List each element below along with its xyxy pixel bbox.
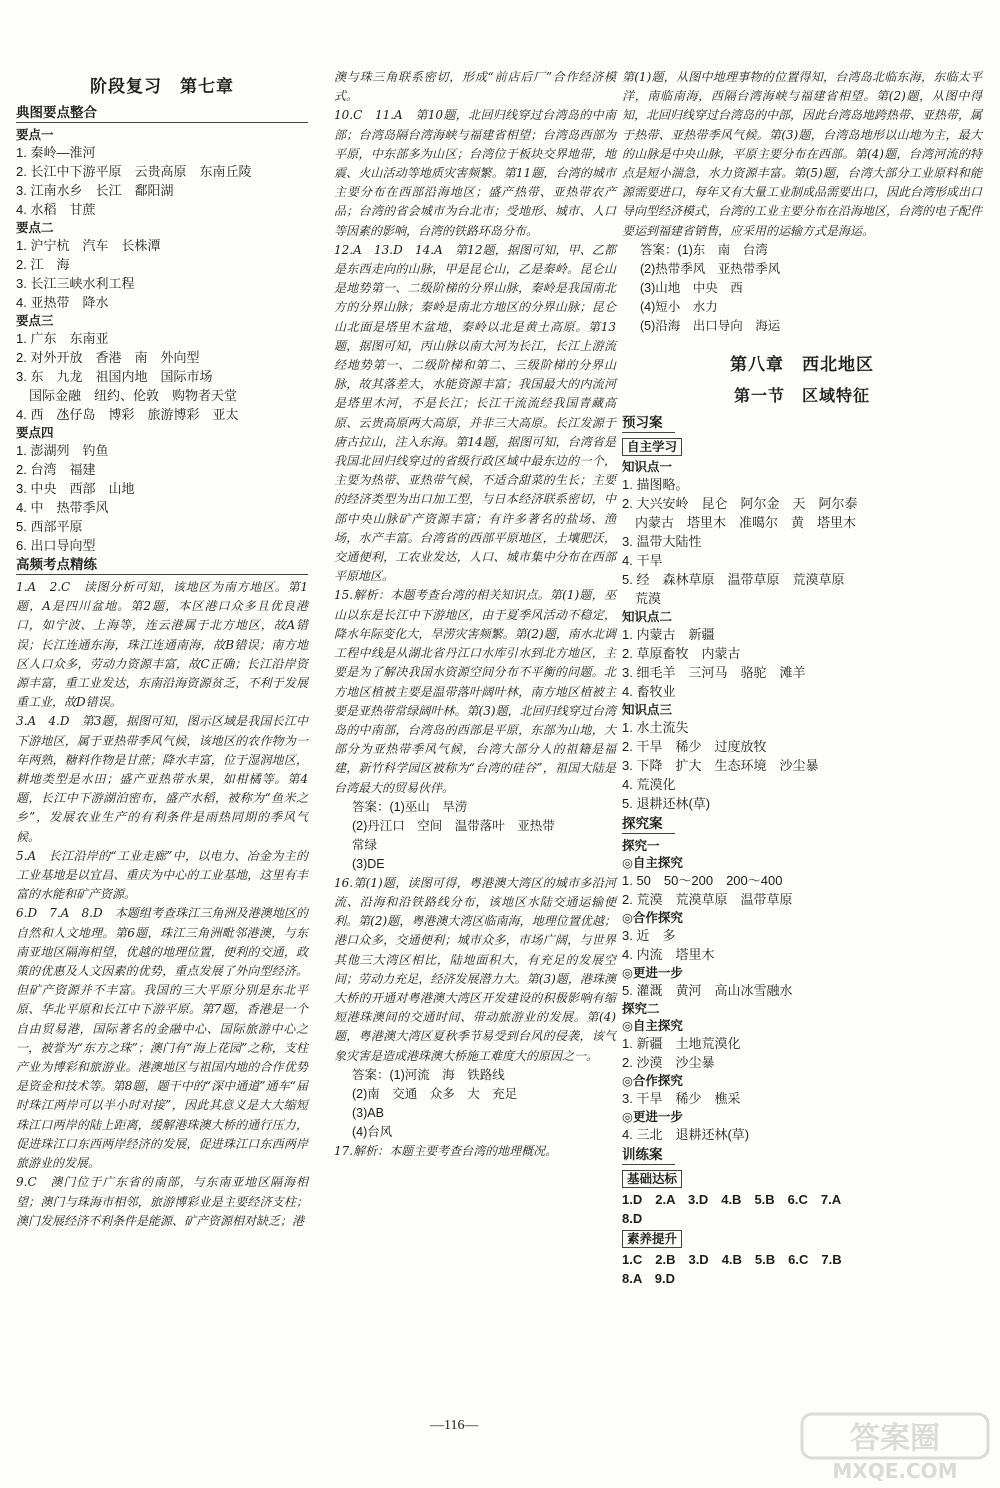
knowledge-point-1 [622,458,982,608]
kp-heading: 知识点一 [622,458,673,474]
point-block-1 [16,126,308,219]
explore-item: 2. 沙漠 沙尘暴 [622,1054,715,1070]
point-heading: 要点一 [16,127,54,142]
kp-item: 4. 荒漠化 [622,776,676,792]
explore-item: 4. 内流 塔里木 [622,946,715,962]
kp-item: 3. 温带大陆性 [622,533,702,549]
point-item: 3. 江南水乡 长江 鄱阳湖 [16,183,174,198]
point-item: 6. 出口导向型 [16,538,96,553]
explore-item: 5. 灌溉 黄河 高山冰雪融水 [622,982,793,998]
point-item: 1. 澎湖列 钓鱼 [16,443,109,458]
answer-paragraph: 10.C 11.A 第10题，北回归线穿过台湾岛的中南部；台湾岛隔台湾海峡与福建省相望；台湾岛西部为平原，中东部多为山区；台湾位于板块交界地带，地震、火山活动等地质灾害频繁。第11题，台湾的城市主要分布在西部沿海地区；盛产热带、亚热带农产品；台湾的省会城市为台北市；受地形、城市、人口等因素的影响，台湾的铁路环岛分布。 [334,108,616,238]
section-heading-frequent: 高频考点精练 [16,557,308,575]
point-item: 4. 中 热带季风 [16,500,109,515]
point-item: 4. 亚热带 降水 [16,295,109,310]
kp-item: 2. 干旱 稀少 过度放牧 [622,738,767,754]
training-heading: 训练案 [622,1147,675,1165]
basic-answers: 8.D [622,1210,643,1226]
answer-line: (3)山地 中央 西 [640,280,743,295]
section-heading-typical: 典图要点整合 [16,105,308,123]
point-item: 4. 西 氹仔岛 博彩 旅游博彩 亚太 [16,407,239,422]
sub-label: ◎自主探究 [622,1017,683,1033]
point-heading: 要点三 [16,313,54,328]
answer-line: (3)AB [352,1105,384,1120]
explore-item: 4. 三北 退耕还林(草) [622,1126,750,1142]
kp-item: 荒漠 [622,590,662,606]
answer-paragraph: 5.A 长江沿岸的“工业走廊”中，以电力、冶金为主的工业基地是以宜昌、重庆为中心的工业基地，这里有丰富的水能和矿产资源。 [16,848,308,902]
kp-item: 1. 描图略。 [622,476,689,492]
improve-heading: 素养提升 [622,1230,682,1248]
point-item: 2. 江 海 [16,257,70,272]
kp-heading: 知识点三 [622,701,673,717]
section-title: 第一节 区域特征 [733,385,870,405]
point-block-2 [16,219,308,312]
kp-item: 5. 退耕还林(草) [622,795,711,811]
point-item: 3. 中央 西部 山地 [16,481,135,496]
sub-label: ◎自主探究 [622,854,683,870]
answer-line: 答案：(1)巫山 旱涝 [352,799,468,814]
answer-line: (2)南 交通 众多 大 充足 [352,1086,518,1101]
point-item: 5. 西部平原 [16,519,83,534]
svg-text:MXQE.COM: MXQE.COM [832,1459,958,1483]
watermark-logo [800,1410,990,1484]
answer-paragraph: 3.A 4.D 第3题，据图可知，图示区域是我国长江中下游地区，属于亚热带季风气候，该地区的农作物为一年两熟，糖料作物是甘蔗；降水丰富，位于湿润地区，耕地类型是水田；盛产亚热带水果，如柑橘等。第4题，长江中下游湖泊密布，盛产水稻，被称为“鱼米之乡”，发展农业生产的有利条件是雨热同期的季风气候。 [16,714,308,844]
column-left [16,68,308,1231]
point-item: 1. 广东 东南亚 [16,331,109,346]
kp-item: 4. 干旱 [622,552,663,568]
point-heading: 要点四 [16,425,54,440]
point-item: 3. 长江三峡水利工程 [16,276,135,291]
basic-heading: 基础达标 [622,1170,682,1188]
answer-paragraph: 6.D 7.A 8.D 本题组考查珠江三角洲及港澳地区的自然和人文地理。第6题，珠江三角洲毗邻港澳，与东南亚地区隔海相望，优越的地理位置，便利的交通，政策的优惠及人文因素的优势，重点发展了外向型经济。但矿产资源并不丰富。我国的三大平原分别是东北平原、华北平原和长江中下游平原。第7题，香港是一个自由贸易港，国际著名的金融中心、国际旅游中心之一，被誉为“东方之珠”；澳门有“海上花园”之称，支柱产业为博彩和旅游业。港澳地区与祖国内地的合作优势是资金和技术等。第8题，题干中的“深中通道”通车“届时珠江两岸可以半小时对接”，因此其意义是大大缩短珠江口两岸的陆上距离，缓解港珠澳大桥的通行压力，促进珠江口东西两岸经济的发展，促进珠江口东西两岸旅游业的发展。 [16,906,308,1171]
answer-line: (2)热带季风 亚热带季风 [640,261,781,276]
point-heading: 要点二 [16,220,54,235]
self-study-heading: 自主学习 [622,438,682,456]
sub-label: ◎合作探究 [622,1072,683,1088]
answer-line: 答案：(1)东 南 台湾 [640,242,768,257]
point-item: 国际金融 纽约、伦敦 购物者天堂 [16,388,238,403]
explore-item: 1. 50 50～200 200～400 [622,872,783,888]
answer-paragraph: 澳与珠三角联系密切，形成“前店后厂”合作经济模式。 [334,70,616,104]
basic-answers: 1.D 2.A 3.D 4.B 5.B 6.C 7.A [622,1191,842,1207]
explore-item: 2. 荒漠 荒漠草原 温带草原 [622,891,793,907]
explore-1-heading: 探究一 [622,837,660,853]
explore-item: 3. 近 多 [622,927,676,943]
column-right [622,68,982,1288]
answer-line: (4)短小 水力 [640,299,718,314]
answer-paragraph: 16.第(1)题，读图可得，粤港澳大湾区的城市多沿河流、沿海和沿铁路线分布，该地区水陆交通运输便利。第(2)题，粤港澳大湾区临南海，地理位置优越；港口众多，交通便利；城市众多，市场广阔，与世界其他三大湾区相比，陆地面积大，有充足的发展空间；劳动力充足，经济发展潜力大。第(3)题，港珠澳大桥的开通对粤港澳大湾区开发建设的积极影响有缩短港珠澳间的交通时间、带动旅游业的发展。第(4)题，粤港澳大湾区夏秋季节易受到台风的侵袭，该气象灾害是造成港珠澳大桥施工难度大的原因之一。 [334,875,616,1063]
sub-label: ◎更进一步 [622,1108,683,1124]
point-block-4 [16,424,308,555]
kp-item: 3. 下降 扩大 生态环境 沙尘暴 [622,757,819,773]
explore-heading: 探究案 [622,816,675,834]
chapter-title: 第八章 西北地区 [730,354,874,375]
point-item: 2. 台湾 福建 [16,462,96,477]
answer-paragraph: 1.A 2.C 读图分析可知，该地区为南方地区。第1题，A是四川盆地。第2题，本区港口众多且优良港口，如宁波、上海等，连云港属于北方地区，故A错误；长江连通东海，珠江连通南海，故B错误；南方地区人口众多，劳动力资源丰富，故C正确；长江沿岸资源丰富，重工业发达，东南沿海资源贫乏，不利于发展重工业，故D错误。 [16,580,308,710]
sub-label: ◎更进一步 [622,964,683,980]
kp-item: 4. 畜牧业 [622,683,676,699]
point-item: 2. 长江中下游平原 云贵高原 东南丘陵 [16,164,252,179]
kp-item: 5. 经 森林草原 温带草原 荒漠草原 [622,571,845,587]
kp-item: 3. 细毛羊 三河马 骆驼 滩羊 [622,664,806,680]
point-item: 3. 东 九龙 祖国内地 国际市场 [16,369,213,384]
review-title: 阶段复习 第七章 [90,77,234,97]
answer-line: (2)丹江口 空间 温带落叶 亚热带 [352,818,555,833]
answer-paragraph: 12.A 13.D 14.A 第12题，据图可知，甲、乙都是东西走向的山脉，甲是昆仑山，乙是秦岭。昆仑山是地势第一、二级阶梯的分界山脉，秦岭是我国南北方的分界山脉；秦岭是南北方地区的分界山脉；昆仑山北面是塔里木盆地，秦岭以北是黄土高原。第13题，据图可知，丙山脉以南大河为长江，长江上游流经地势第一、二级阶梯和第二、三级阶梯的分界山脉，故其落差大，水能资源丰富；我国最大的内流河是塔里木河，不是长江；长江干流流经我国青藏高原、云贵高原两大高原，并非三大高原。长江发源于唐古拉山，注入东海。第14题，据图可知，台湾省是我国北回归线穿过的省级行政区域中最东边的一个，主要为热带、亚热带气候，不适合甜菜的生长；主要的经济类型为出口加工型，与日本经济联系密切，中部中央山脉矿产资源丰富；有许多著名的盐场、渔场，水产丰富。台湾省的西部平原地区，土壤肥沃，交通便利，工农业发达，人口、城市集中分布在西部平原地区。 [334,242,616,584]
svg-text:答案圈: 答案圈 [850,1421,940,1456]
kp-item: 1. 内蒙古 新疆 [622,626,715,642]
point-item: 2. 对外开放 香港 南 外向型 [16,350,200,365]
kp-item: 内蒙古 塔里木 准噶尔 黄 塔里木 [622,514,857,530]
preview-heading: 预习案 [622,415,675,433]
point-item: 1. 秦岭—淮河 [16,145,96,160]
kp-item: 1. 水土流失 [622,719,689,735]
column-middle [334,68,616,1161]
answer-paragraph: 第(1)题，从图中地理事物的位置得知，台湾岛北临东海，东临太平洋，南临南海，西隔台湾海峡与福建省相望。第(2)题，从图中得知，北回归线穿过台湾岛的中部，因此台湾岛地跨热带、亚热带，属于热带、亚热带季风气候。第(3)题，台湾岛地形以山地为主，最大的山脉是中央山脉，平原主要分布在西部。第(4)题，台湾河流的特点是短小湍急，水力资源丰富。第(5)题，台湾大部分工业原料和能源需要进口，每年又有大量工业制成品需要出口，因此台湾形成出口导向型经济模式，台湾的工业主要分布在沿海地区，台湾的电子配件要运到福建省销售，应采用的运输方式是海运。 [622,70,983,238]
improve-answers: 1.C 2.B 3.D 4.B 5.B 6.C 7.B [622,1251,842,1267]
explore-2-heading: 探究二 [622,1000,660,1016]
point-item: 4. 水稻 甘蔗 [16,202,96,217]
knowledge-point-3 [622,701,982,813]
kp-item: 2. 草原畜牧 内蒙古 [622,645,741,661]
answer-line: (5)沿海 出口导向 海运 [640,318,781,333]
kp-heading: 知识点二 [622,608,673,624]
answer-line: 答案：(1)河流 海 铁路线 [352,1067,505,1082]
answer-paragraph: 17.解析：本题主要考查台湾的地理概况。 [334,1143,558,1158]
answer-paragraph: 9.C 澳门位于广东省的南部，与东南亚地区隔海相望；澳门与珠海市相邻，旅游博彩业是主要经济支柱；澳门发展经济不利条件是能源、矿产资源相对缺乏；港 [16,1175,308,1228]
sub-label: ◎合作探究 [622,909,683,925]
answer-line: (3)DE [352,856,385,871]
explore-item: 1. 新疆 土地荒漠化 [622,1035,741,1051]
knowledge-point-2 [622,608,982,701]
kp-item: 2. 大兴安岭 昆仑 阿尔金 天 阿尔泰 [622,495,858,511]
improve-answers: 8.A 9.D [622,1270,675,1286]
point-block-3 [16,312,308,424]
page-number: —116— [430,1418,479,1433]
answer-line: 常绿 [352,837,378,852]
point-item: 1. 沪宁杭 汽车 长株潭 [16,238,161,253]
answer-paragraph: 15.解析：本题考查台湾的相关知识点。第(1)题，巫山以东是长江中下游地区，由于夏季风活动不稳定，降水年际变化大，旱涝灾害频繁。第(2)题，南水北调工程中线是从湖北省丹江口水库引水到北方地区，主要是为了解决我国水资源空间分布不平衡的问题。北方地区植被主要是温带落叶阔叶林，南方地区植被主要是亚热带常绿阔叶林。第(3)题，北回归线穿过台湾岛的中南部，台湾岛的西部是平原，东部为山地，大部分为亚热带季风气候，台湾大部分人的祖籍是福建，新竹科学园区被称为“台湾的硅谷”，祖国大陆是台湾最大的贸易伙伴。 [334,588,616,795]
answer-line: (4)台风 [352,1124,393,1139]
explore-item: 3. 干旱 稀少 樵采 [622,1090,741,1106]
